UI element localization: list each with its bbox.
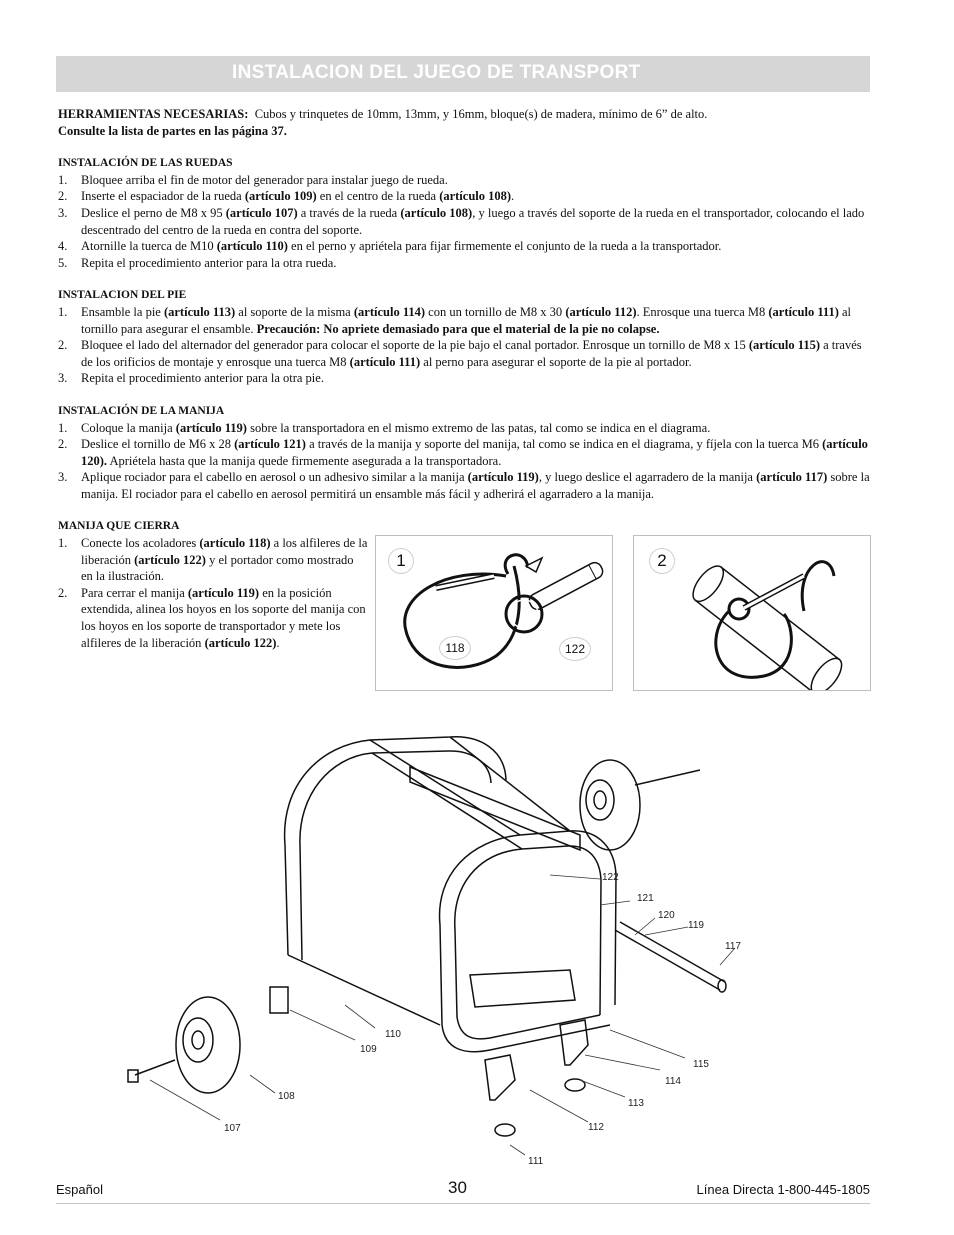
step-item xyxy=(58,304,870,337)
step-text: Deslice el tornillo de M6 x 28 (artículo 121) a través de la manija y soporte del manija, tal como se indica en el diagrama, y fíjela con la tuerca M6 (artículo 120). Apriétela hasta que la manija quede firmemente asegurada a la transportadora. xyxy=(81,437,868,468)
footer-language: Español xyxy=(56,1182,103,1197)
step-item xyxy=(58,255,870,272)
step-number: 3. xyxy=(58,205,68,220)
step-text: Aplique rociador para el cabello en aerosol o un adhesivo similar a la manija (artículo 119), y luego deslice el agarradero de la manija (artículo 117) sobre la manija. El rociador para el cabello en aerosol permitirá un ensamble más fácil y adherirá el agarradero a la manija. xyxy=(81,470,870,501)
label-112: 112 xyxy=(588,1122,604,1133)
step-number: 2. xyxy=(58,585,68,600)
page-footer xyxy=(56,1178,870,1200)
tools-line xyxy=(58,106,870,123)
section-title: INSTALACION DEL PIE xyxy=(58,289,187,302)
header-banner xyxy=(56,56,870,92)
label-111: 111 xyxy=(528,1156,544,1167)
step-text: Coloque la manija (artículo 119) sobre la transportadora en el mismo extremo de las patas, tal como se indica en el diagrama. xyxy=(81,420,711,435)
step-item xyxy=(58,172,870,189)
step-item xyxy=(58,188,870,205)
steps-list xyxy=(58,172,870,272)
label-117: 117 xyxy=(725,941,741,952)
step-number: 5. xyxy=(58,255,68,270)
step-number: 1. xyxy=(58,536,68,551)
section-handle xyxy=(58,403,870,503)
step-item xyxy=(58,469,870,502)
figure-number: 1 xyxy=(388,548,414,574)
callout-118: 118 xyxy=(439,636,471,660)
step-number: 2. xyxy=(58,189,68,204)
label-122: 122 xyxy=(602,872,619,883)
step-text: Repita el procedimiento anterior para la otra rueda. xyxy=(81,255,337,270)
footer-hotline: Línea Directa 1-800-445-1805 xyxy=(696,1182,870,1197)
section-foot xyxy=(58,287,870,387)
section-lock xyxy=(58,518,368,651)
label-108: 108 xyxy=(278,1091,295,1102)
section-title: INSTALACIÓN DE LAS RUEDAS xyxy=(58,157,233,170)
step-item xyxy=(58,585,368,651)
step-text: Inserte el espaciador de la rueda (artículo 109) en el centro de la rueda (artículo 108). xyxy=(81,189,515,204)
page-number: 30 xyxy=(448,1178,467,1197)
tools-text: Cubos y trinquetes de 10mm, 13mm, y 16mm, bloque(s) de madera, mínimo de 6” de alto. xyxy=(254,107,708,121)
page-title: INSTALACION DEL JUEGO DE TRANSPORT xyxy=(232,62,641,83)
tools-label: HERRAMIENTAS NECESARIAS: xyxy=(58,107,249,121)
step-item xyxy=(58,420,870,437)
steps-list xyxy=(58,304,870,387)
step-number: 2. xyxy=(58,338,68,353)
steps-list xyxy=(58,535,368,651)
step-number: 3. xyxy=(58,470,68,485)
label-113: 113 xyxy=(628,1098,644,1109)
step-number: 4. xyxy=(58,239,68,254)
section-title: INSTALACIÓN DE LA MANIJA xyxy=(58,404,225,417)
step-number: 1. xyxy=(58,420,68,435)
step-text: Bloquee el lado del alternador del generador para colocar el soporte de la pie bajo el canal portador. Enrosque un tornillo de M8 x 15 (artículo 115) a través de los orificios de montaje y enrosque una tuerca M8 (artículo 111) al perno para asegurar el soporte de la pie al portador. xyxy=(81,338,862,369)
label-120: 120 xyxy=(658,910,675,921)
step-item xyxy=(58,535,368,585)
step-number: 1. xyxy=(58,172,68,187)
step-number: 1. xyxy=(58,304,68,319)
step-number: 3. xyxy=(58,371,68,386)
step-number: 2. xyxy=(58,437,68,452)
label-121: 121 xyxy=(637,893,654,904)
lanyard-pin-illustration xyxy=(376,536,612,690)
step-text: Repita el procedimiento anterior para la otra pie. xyxy=(81,371,324,386)
label-119: 119 xyxy=(688,920,704,931)
step-text: Deslice el perno de M8 x 95 (artículo 107) a través de la rueda (artículo 108), y luego a través del soporte de la rueda en el transportador, colocando el lado descentrado del centro de la rueda en contra del soporte. xyxy=(81,205,865,237)
label-109: 109 xyxy=(360,1044,377,1055)
step-text: Atornille la tuerca de M10 (artículo 110) en el perno y apriétela para fijar firmemente el conjunto de la rueda a la transportador. xyxy=(81,239,722,254)
step-item xyxy=(58,337,870,370)
label-115: 115 xyxy=(693,1059,709,1070)
step-text: Bloquee arriba el fin de motor del generador para instalar juego de rueda. xyxy=(81,172,448,187)
step-item xyxy=(58,205,870,238)
section-wheels xyxy=(58,155,870,271)
lanyard-tube-illustration xyxy=(634,536,870,690)
label-110: 110 xyxy=(385,1029,401,1040)
step-text: Para cerrar el manija (artículo 119) en la posición extendida, alinea los hoyos en los soporte del manija con los hoyos en los soporte de transportador y mete los alfileres de la liberación (artículo 122). xyxy=(81,585,366,650)
steps-list xyxy=(58,420,870,503)
step-item xyxy=(58,238,870,255)
section-title: MANIJA QUE CIERRA xyxy=(58,520,180,533)
figure-1 xyxy=(375,535,613,691)
exploded-parts-diagram xyxy=(110,725,870,1175)
figure-2 xyxy=(633,535,871,691)
step-text: Conecte los acoladores (artículo 118) a los alfileres de la liberación (artículo 122) y el portador como mostrado en la ilustración. xyxy=(81,536,368,584)
label-114: 114 xyxy=(665,1076,681,1087)
step-item xyxy=(58,370,870,387)
step-text: Ensamble la pie (artículo 113) al soporte de la misma (artículo 114) con un tornillo de M8 x 30 (artículo 112). Enrosque una tuerca M8 (artículo 111) al tornillo para asegurar el ensamble. Precaución: No apriete demasiado para que el material de la pie no colapse. xyxy=(81,304,852,336)
callout-122: 122 xyxy=(559,637,591,661)
step-item xyxy=(58,436,870,469)
figure-number: 2 xyxy=(649,548,675,574)
footer-divider xyxy=(56,1203,870,1204)
parts-reference: Consulte la lista de partes en las página 37. xyxy=(58,123,287,138)
label-107: 107 xyxy=(224,1123,241,1134)
